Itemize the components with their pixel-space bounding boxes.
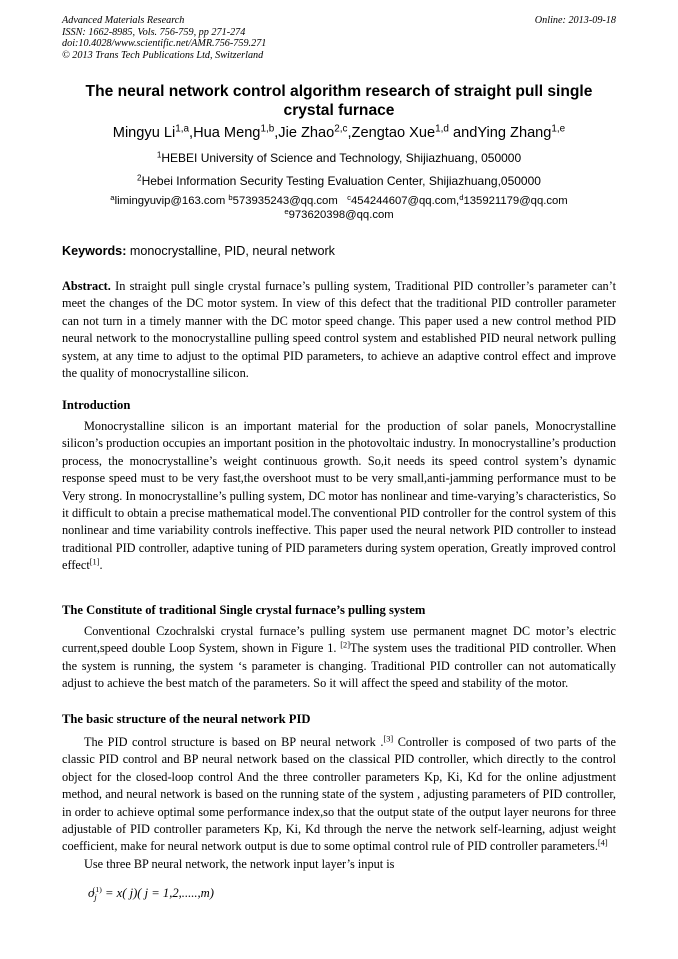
copyright-line: © 2013 Trans Tech Publications Ltd, Switzerland — [62, 49, 264, 61]
formula-symbol: o — [88, 886, 95, 901]
formula-subscript: j — [94, 892, 97, 903]
abstract-text: In straight pull single crystal furnace’s pulling system, Traditional PID controller’s parameter can’t meet the changes of the DC motor system. In view of this defect that the traditional PID controller parameter can not turn in a timely manner with the DC motor speed change. This paper used a new control method PID neural network to the monocrystalline pulling speed control system and established PID neural network pulling system, at any time to adjust to the optimal PID parameters, to achieve an adaptive control effect and improve the quality of monocrystalline silicon. — [62, 279, 616, 381]
body-paragraph — [62, 623, 616, 693]
email-address: 454244607@qq.com, — [351, 195, 460, 207]
author-name: Zengtao Xue — [351, 125, 436, 141]
formula-superscript: (1) — [92, 885, 102, 894]
section-heading-neural-pid: The basic structure of the neural network PID — [62, 712, 311, 726]
abstract — [62, 278, 616, 382]
author-separator: , — [189, 125, 194, 141]
paragraph-text: The system uses the traditional PID controller. When the system is running, the system ‘s parameter is changing. Traditional PID controller can not automatically adjust to achieve the best match of the parameters. So it will affect the speed and stability of the motor. — [62, 641, 617, 691]
section-heading-introduction: Introduction — [62, 398, 131, 412]
email-mark: e — [284, 206, 289, 216]
affiliation-mark: 2 — [137, 173, 142, 183]
formula-rhs: = x( j)( j = 1,2,.....,m) — [101, 886, 214, 901]
keywords — [62, 244, 616, 259]
journal-meta — [62, 15, 402, 61]
abstract-paragraph — [62, 278, 616, 382]
section-body-pulling-system — [62, 623, 616, 693]
citation: [2] — [340, 640, 351, 650]
citation: [3] — [383, 734, 394, 744]
author-emails — [62, 194, 616, 222]
doi-line: doi:10.4028/www.scientific.net/AMR.756-759.271 — [62, 38, 267, 50]
email-address: 135921179@qq.com — [463, 195, 568, 207]
author-separator: , — [274, 125, 279, 141]
author-affiliation-mark: 1,b — [260, 123, 275, 135]
author-name: Mingyu Li — [112, 125, 176, 141]
author-affiliation-mark: 1,e — [551, 123, 566, 135]
affiliation-2 — [62, 174, 616, 189]
email-line — [62, 194, 616, 208]
author-name: Ying Zhang — [477, 125, 552, 141]
equation-input-layer — [88, 882, 214, 905]
body-paragraph — [62, 734, 616, 856]
citation: [4] — [597, 838, 608, 848]
email-mark: a — [110, 192, 115, 202]
paragraph-text: . — [99, 558, 103, 573]
paragraph-text: Controller is composed of two parts of the classic PID control and BP neural network based on the classical PID controller, which directly to the control object for the closed-loop control And the three controller parameters Kp, Ki, Kd for the online adjustment method, and neural network is based on the running state of the system , adjusting parameters of PID controller, in order to achieve optimal some performance index,so that the output state of the output layer neurons for three adjustable of PID controller parameters Kp, Ki, Kd through the nerve the network self-learning, adjust weight coefficient, make for neural network output is due to some optimal control rule of PID controller parameters. — [62, 735, 617, 854]
author-affiliation-mark: 1,d — [435, 123, 449, 135]
citation: [1] — [89, 557, 100, 567]
email-address: limingyuvip@163.com — [114, 195, 229, 207]
author-affiliation-mark: 1,a — [175, 123, 190, 135]
paragraph-text: Monocrystalline silicon is an important material for the production of solar panels, Monocrystalline silicon’s production occupies an important position in the photovoltaic industry. In monocrystalline’s production process, the monocrystalline’s weight continuous growth. So,it needs its speed control system’s dynamic response speed must to be very fast,the overshoot must to be very small,anti-jamming performance must to be Very strong. In monocrystalline’s pulling system, DC motor has nonlinear and time-varying’s characteristics, So it difficult to obtain a precise mathematical model.The conventional PID controller for the control system of this nonlinear and time variability controls ineffective. This paper used the neural network PID controller to instead traditional PID controller, adaptive tuning of PID parameters during system operation, Greatly improved control effect — [62, 419, 616, 573]
body-paragraph: Use three BP neural network, the network input layer’s input is — [84, 856, 395, 871]
email-line — [62, 208, 616, 222]
section-body-introduction — [62, 418, 616, 575]
email-mark: d — [459, 192, 464, 202]
section-heading-pulling-system: The Constitute of traditional Single crystal furnace’s pulling system — [62, 603, 426, 617]
abstract-label: Abstract. — [62, 279, 111, 293]
email-mark: c — [347, 192, 351, 202]
email-address: 573935243@qq.com — [232, 195, 348, 207]
email-address: 973620398@qq.com — [288, 209, 394, 222]
paper-title: The neural network control algorithm research of straight pull single crystal furnace — [85, 83, 593, 119]
journal-name: Advanced Materials Research — [62, 15, 185, 26]
paragraph-text: The PID control structure is based on BP neural network . — [84, 735, 384, 749]
issn-line: ISSN: 1662-8985, Vols. 756-759, pp 271-274 — [62, 26, 246, 38]
online-date: Online: 2013-09-18 — [534, 15, 616, 26]
paragraph-text: Conventional Czochralski crystal furnace’s pulling system use permanent magnet DC motor’s electric current,speed double Loop System, shown in Figure 1. — [62, 624, 616, 656]
affiliation-text: Hebei Information Security Testing Evaluation Center, Shijiazhuang,050000 — [141, 174, 541, 188]
section-body-neural-pid — [62, 734, 616, 873]
keywords-text: monocrystalline, PID, neural network — [126, 244, 335, 258]
author-name: Hua Meng — [193, 125, 261, 141]
affiliation-mark: 1 — [156, 150, 162, 160]
affiliation-1 — [62, 151, 616, 166]
email-mark: b — [228, 192, 233, 202]
author-affiliation-mark: 2,c — [334, 123, 348, 135]
keywords-label: Keywords: — [62, 244, 127, 258]
author-list — [62, 124, 616, 142]
author-separator: , — [347, 125, 352, 141]
author-separator: and — [448, 125, 478, 141]
author-name: Jie Zhao — [278, 125, 335, 141]
affiliation-text: HEBEI University of Science and Technology, Shijiazhuang, 050000 — [161, 151, 522, 165]
body-paragraph — [62, 418, 616, 575]
